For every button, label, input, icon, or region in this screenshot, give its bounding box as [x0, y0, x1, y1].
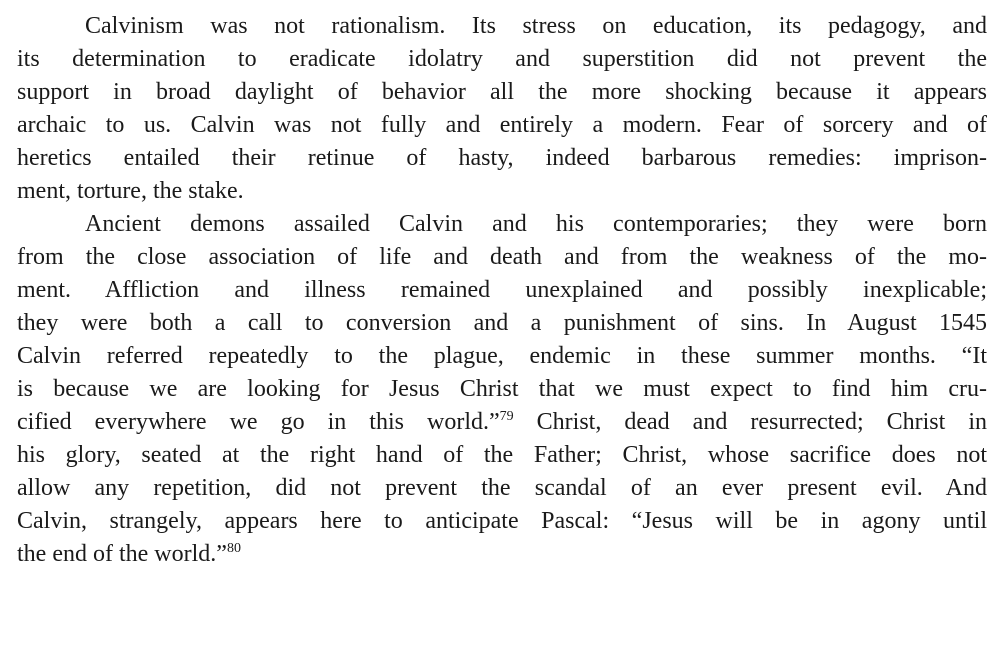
- text-line: from the close association of life and death and from the weakness of the mo-: [17, 244, 987, 270]
- text-line: allow any repetition, did not prevent the scandal of an ever present evil. And: [17, 475, 987, 501]
- text-line-with-footnote: [17, 406, 987, 439]
- paragraph-ancient-demons: [17, 208, 987, 571]
- text-segment: the end of the world.”: [17, 541, 227, 567]
- text-line: ment. Affliction and illness remained unexplained and possibly inexplicable;: [17, 277, 987, 303]
- text-line: Calvin, strangely, appears here to anticipate Pascal: “Jesus will be in agony until: [17, 508, 987, 534]
- text-line: Calvinism was not rationalism. Its stress on education, its pedagogy, and: [85, 13, 987, 39]
- text-line: they were both a call to conversion and a punishment of sins. In August 1545: [17, 310, 987, 336]
- text-line-with-footnote: [17, 538, 987, 571]
- text-line: Ancient demons assailed Calvin and his contemporaries; they were born: [85, 211, 987, 237]
- book-page-text: [17, 10, 987, 571]
- text-line: heretics entailed their retinue of hasty, indeed barbarous remedies: imprison-: [17, 145, 987, 171]
- text-line: ment, torture, the stake.: [17, 178, 244, 204]
- text-segment: Christ, dead and resurrected; Christ in: [513, 409, 987, 435]
- text-line: support in broad daylight of behavior all the more shocking because it appears: [17, 79, 987, 105]
- text-line: his glory, seated at the right hand of the Father; Christ, whose sacrifice does not: [17, 442, 987, 468]
- text-line: its determination to eradicate idolatry and superstition did not prevent the: [17, 46, 987, 72]
- text-line: is because we are looking for Jesus Christ that we must expect to find him cru-: [17, 376, 987, 402]
- text-segment: cified everywhere we go in this world.”: [17, 409, 500, 435]
- text-line: archaic to us. Calvin was not fully and entirely a modern. Fear of sorcery and of: [17, 112, 987, 138]
- footnote-reference-79: 79: [499, 409, 514, 424]
- footnote-reference-80: 80: [226, 541, 241, 556]
- text-line: Calvin referred repeatedly to the plague, endemic in these summer months. “It: [17, 343, 987, 369]
- paragraph-calvinism-rationalism: [17, 10, 987, 208]
